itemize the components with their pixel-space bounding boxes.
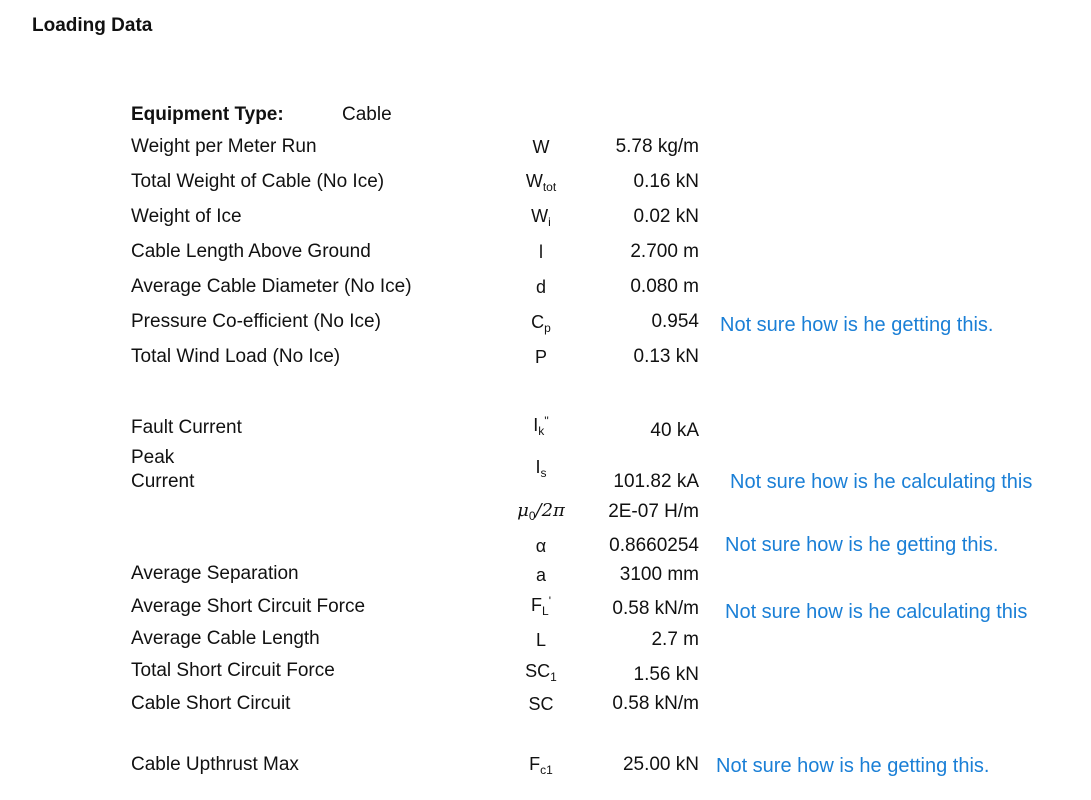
note-average-short-circuit-force: Not sure how is he calculating this bbox=[725, 601, 1028, 623]
row-value-average-cable-length: 2.7 m bbox=[651, 629, 699, 650]
row-symbol-average-separation: a bbox=[535, 565, 546, 585]
row-label-average-cable-length: Average Cable Length bbox=[131, 628, 320, 649]
row-symbol-total-weight: $W_{tot}$ bbox=[525, 171, 557, 194]
row-value-weight-of-ice: 0.02 kN bbox=[633, 206, 699, 227]
row-label-total-wind-load: Total Wind Load (No Ice) bbox=[131, 346, 341, 367]
row-symbol-alpha: α bbox=[535, 536, 547, 556]
row-label-pressure-coefficient: Pressure Co-efficient (No Ice) bbox=[131, 311, 381, 332]
page-title: Loading Data bbox=[32, 15, 153, 36]
row-label-cable-short-circuit: Cable Short Circuit bbox=[131, 693, 291, 714]
note-pressure-coefficient: Not sure how is he getting this. bbox=[720, 314, 994, 336]
row-value-average-cable-diameter: 0.080 m bbox=[630, 276, 699, 297]
row-label-average-cable-diameter: Average Cable Diameter (No Ice) bbox=[131, 276, 412, 297]
row-label-fault-current: Fault Current bbox=[131, 417, 242, 438]
row-value-cable-upthrust-max: 25.00 kN bbox=[622, 754, 699, 775]
row-symbol-peak-current: $I_s$ bbox=[535, 457, 547, 480]
row-value-peak-current: 101.82 kA bbox=[613, 471, 699, 492]
note-peak-current: Not sure how is he calculating this bbox=[730, 471, 1033, 493]
equipment-type-value: Cable bbox=[342, 104, 392, 125]
row-value-alpha: 0.8660254 bbox=[609, 535, 699, 556]
row-symbol-fault-current: $I_k''$ bbox=[533, 414, 549, 438]
row-value-cable-short-circuit: 0.58 kN/m bbox=[612, 693, 699, 714]
row-symbol-cable-short-circuit: SC bbox=[528, 694, 554, 714]
row-symbol-weight-per-meter: W bbox=[532, 137, 550, 157]
row-symbol-permeability: $\mu_0/2\pi$ bbox=[517, 500, 565, 523]
row-symbol-total-wind-load: P bbox=[534, 347, 547, 367]
row-value-cable-length-above-ground: 2.700 m bbox=[630, 241, 699, 262]
note-cable-upthrust-max: Not sure how is he getting this. bbox=[716, 755, 990, 777]
row-value-average-short-circuit-force: 0.58 kN/m bbox=[612, 598, 699, 619]
row-value-total-short-circuit-force: 1.56 kN bbox=[633, 664, 699, 685]
row-value-total-weight: 0.16 kN bbox=[633, 171, 699, 192]
row-value-pressure-coefficient: 0.954 bbox=[651, 311, 699, 332]
row-label-average-short-circuit-force: Average Short Circuit Force bbox=[131, 596, 366, 617]
row-label-peak-current-line1: Peak bbox=[131, 447, 175, 468]
row-label-cable-length-above-ground: Cable Length Above Ground bbox=[131, 241, 371, 262]
row-label-weight-of-ice: Weight of Ice bbox=[131, 206, 242, 227]
row-symbol-average-cable-diameter: d bbox=[535, 277, 546, 297]
row-label-peak-current-line2: Current bbox=[131, 471, 195, 492]
row-symbol-pressure-coefficient: $C_p$ bbox=[531, 312, 551, 335]
row-label-average-separation: Average Separation bbox=[131, 563, 299, 584]
row-symbol-average-cable-length: L bbox=[535, 630, 546, 650]
row-symbol-weight-of-ice: $W_i$ bbox=[531, 206, 551, 229]
row-label-cable-upthrust-max: Cable Upthrust Max bbox=[131, 754, 299, 775]
row-symbol-total-short-circuit-force: $SC_1$ bbox=[525, 661, 557, 684]
note-alpha: Not sure how is he getting this. bbox=[725, 534, 999, 556]
row-value-total-wind-load: 0.13 kN bbox=[633, 346, 699, 367]
row-value-permeability: 2E-07 H/m bbox=[608, 501, 699, 522]
row-value-fault-current: 40 kA bbox=[650, 420, 699, 441]
row-value-average-separation: 3100 mm bbox=[619, 564, 699, 585]
row-symbol-cable-length-above-ground: l bbox=[539, 242, 543, 262]
row-symbol-average-short-circuit-force: $F_L'$ bbox=[531, 594, 551, 618]
row-symbol-cable-upthrust-max: $F_{c1}$ bbox=[529, 754, 553, 777]
row-value-weight-per-meter: 5.78 kg/m bbox=[615, 136, 699, 157]
row-label-weight-per-meter: Weight per Meter Run bbox=[131, 136, 317, 157]
row-label-total-short-circuit-force: Total Short Circuit Force bbox=[131, 660, 335, 681]
equipment-type-label: Equipment Type: bbox=[131, 104, 284, 125]
row-label-total-weight: Total Weight of Cable (No Ice) bbox=[131, 171, 385, 192]
